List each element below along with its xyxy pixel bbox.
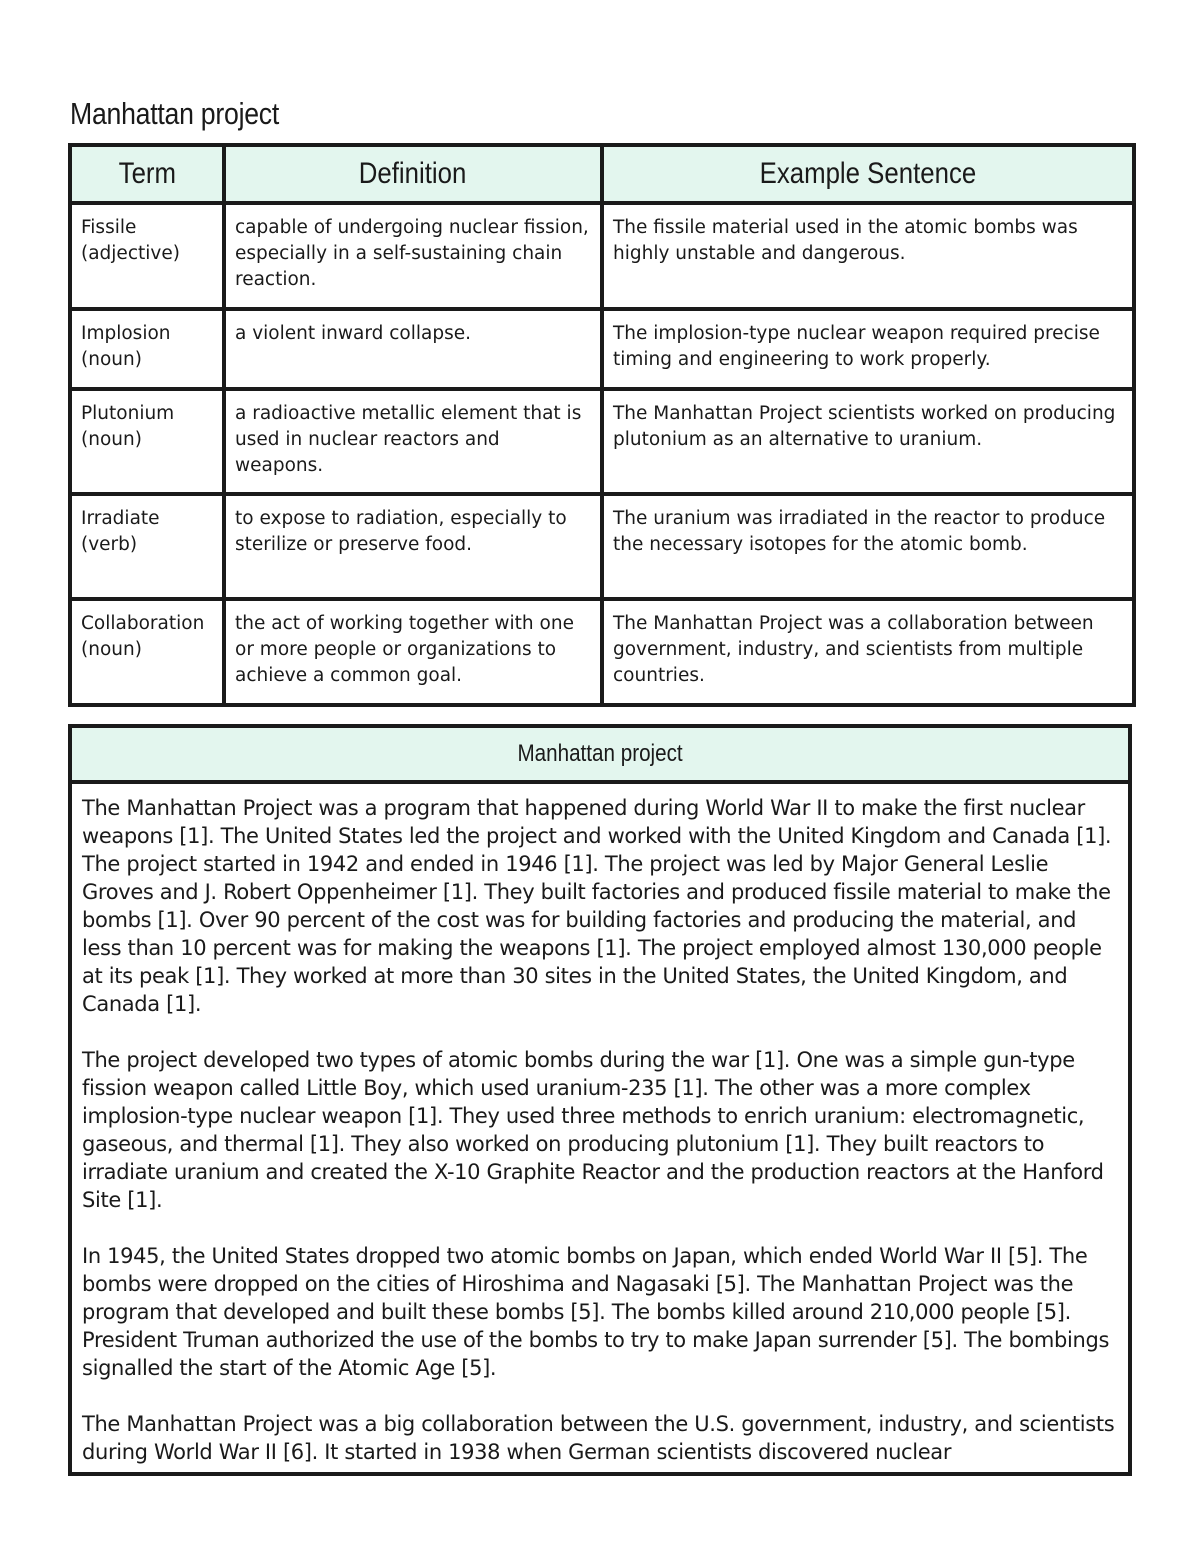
- table-row: [70, 494, 1134, 599]
- summary-paragraph: The Manhattan Project was a program that happened during World War II to make the first nuclear weapons [1]. The United States led the project and worked with the United Kingdom and Canada [1]. The project started in 1942 and ended in 1946 [1]. The project was led by Major General Leslie Groves and J. Robert Oppenheimer [1]. They built factories and produced fissile material to make the bombs [1]. Over 90 percent of the cost was for building factories and producing the material, and less than 10 percent was for making the weapons [1]. The project employed almost 130,000 people at its peak [1]. They worked at more than 30 sites in the United States, the United Kingdom, and Canada [1].: [82, 796, 1112, 1016]
- vocabulary-table: [68, 143, 1136, 707]
- example-cell: The Manhattan Project was a collaboration between government, industry, and scientists from multiple countries.: [602, 599, 1134, 705]
- term-cell: Collaboration (noun): [70, 599, 224, 705]
- summary-box: [68, 724, 1132, 1476]
- table-row: [70, 309, 1134, 389]
- definition-cell: the act of working together with one or more people or organizations to achieve a common goal.: [224, 599, 602, 705]
- term-cell: Implosion (noun): [70, 309, 224, 389]
- table-row: [70, 389, 1134, 494]
- summary-paragraph: In 1945, the United States dropped two atomic bombs on Japan, which ended World War II [5]. The bombs were dropped on the cities of Hiroshima and Nagasaki [5]. The Manhattan Project was the program that developed and built these bombs [5]. The bombs killed around 210,000 people [5]. President Truman authorized the use of the bombs to try to make Japan surrender [5]. The bombings signalled the start of the Atomic Age [5].: [82, 1244, 1110, 1380]
- header-term: Term: [70, 145, 224, 203]
- table-row: [70, 599, 1134, 705]
- term-cell: Plutonium (noun): [70, 389, 224, 494]
- definition-cell: to expose to radiation, especially to sterilize or preserve food.: [224, 494, 602, 599]
- summary-body: [72, 784, 1128, 1466]
- definition-cell: a violent inward collapse.: [224, 309, 602, 389]
- term-cell: Fissile (adjective): [70, 203, 224, 309]
- example-cell: The implosion-type nuclear weapon required precise timing and engineering to work properly.: [602, 309, 1134, 389]
- term-cell: Irradiate (verb): [70, 494, 224, 599]
- example-cell: The Manhattan Project scientists worked on producing plutonium as an alternative to uranium.: [602, 389, 1134, 494]
- summary-paragraph: The project developed two types of atomic bombs during the war [1]. One was a simple gun-type fission weapon called Little Boy, which used uranium-235 [1]. The other was a more complex implosion-type nuclear weapon [1]. They used three methods to enrich uranium: electromagnetic, gaseous, and thermal [1]. They also worked on producing plutonium [1]. They built reactors to irradiate uranium and created the X-10 Graphite Reactor and the production reactors at the Hanford Site [1].: [82, 1048, 1104, 1212]
- header-example-sentence: Example Sentence: [602, 145, 1134, 203]
- summary-title: Manhattan project: [72, 728, 1128, 784]
- definition-cell: a radioactive metallic element that is used in nuclear reactors and weapons.: [224, 389, 602, 494]
- example-cell: The fissile material used in the atomic bombs was highly unstable and dangerous.: [602, 203, 1134, 309]
- example-cell: The uranium was irradiated in the reactor to produce the necessary isotopes for the atomic bomb.: [602, 494, 1134, 599]
- page-title: Manhattan project: [70, 96, 280, 131]
- definition-cell: capable of undergoing nuclear fission, especially in a self-sustaining chain reaction.: [224, 203, 602, 309]
- summary-paragraph: The Manhattan Project was a big collaboration between the U.S. government, industry, and scientists during World War II [6]. It started in 1938 when German scientists discovered nuclear: [82, 1412, 1115, 1464]
- header-definition: Definition: [224, 145, 602, 203]
- table-header-row: [70, 145, 1134, 203]
- table-row: [70, 203, 1134, 309]
